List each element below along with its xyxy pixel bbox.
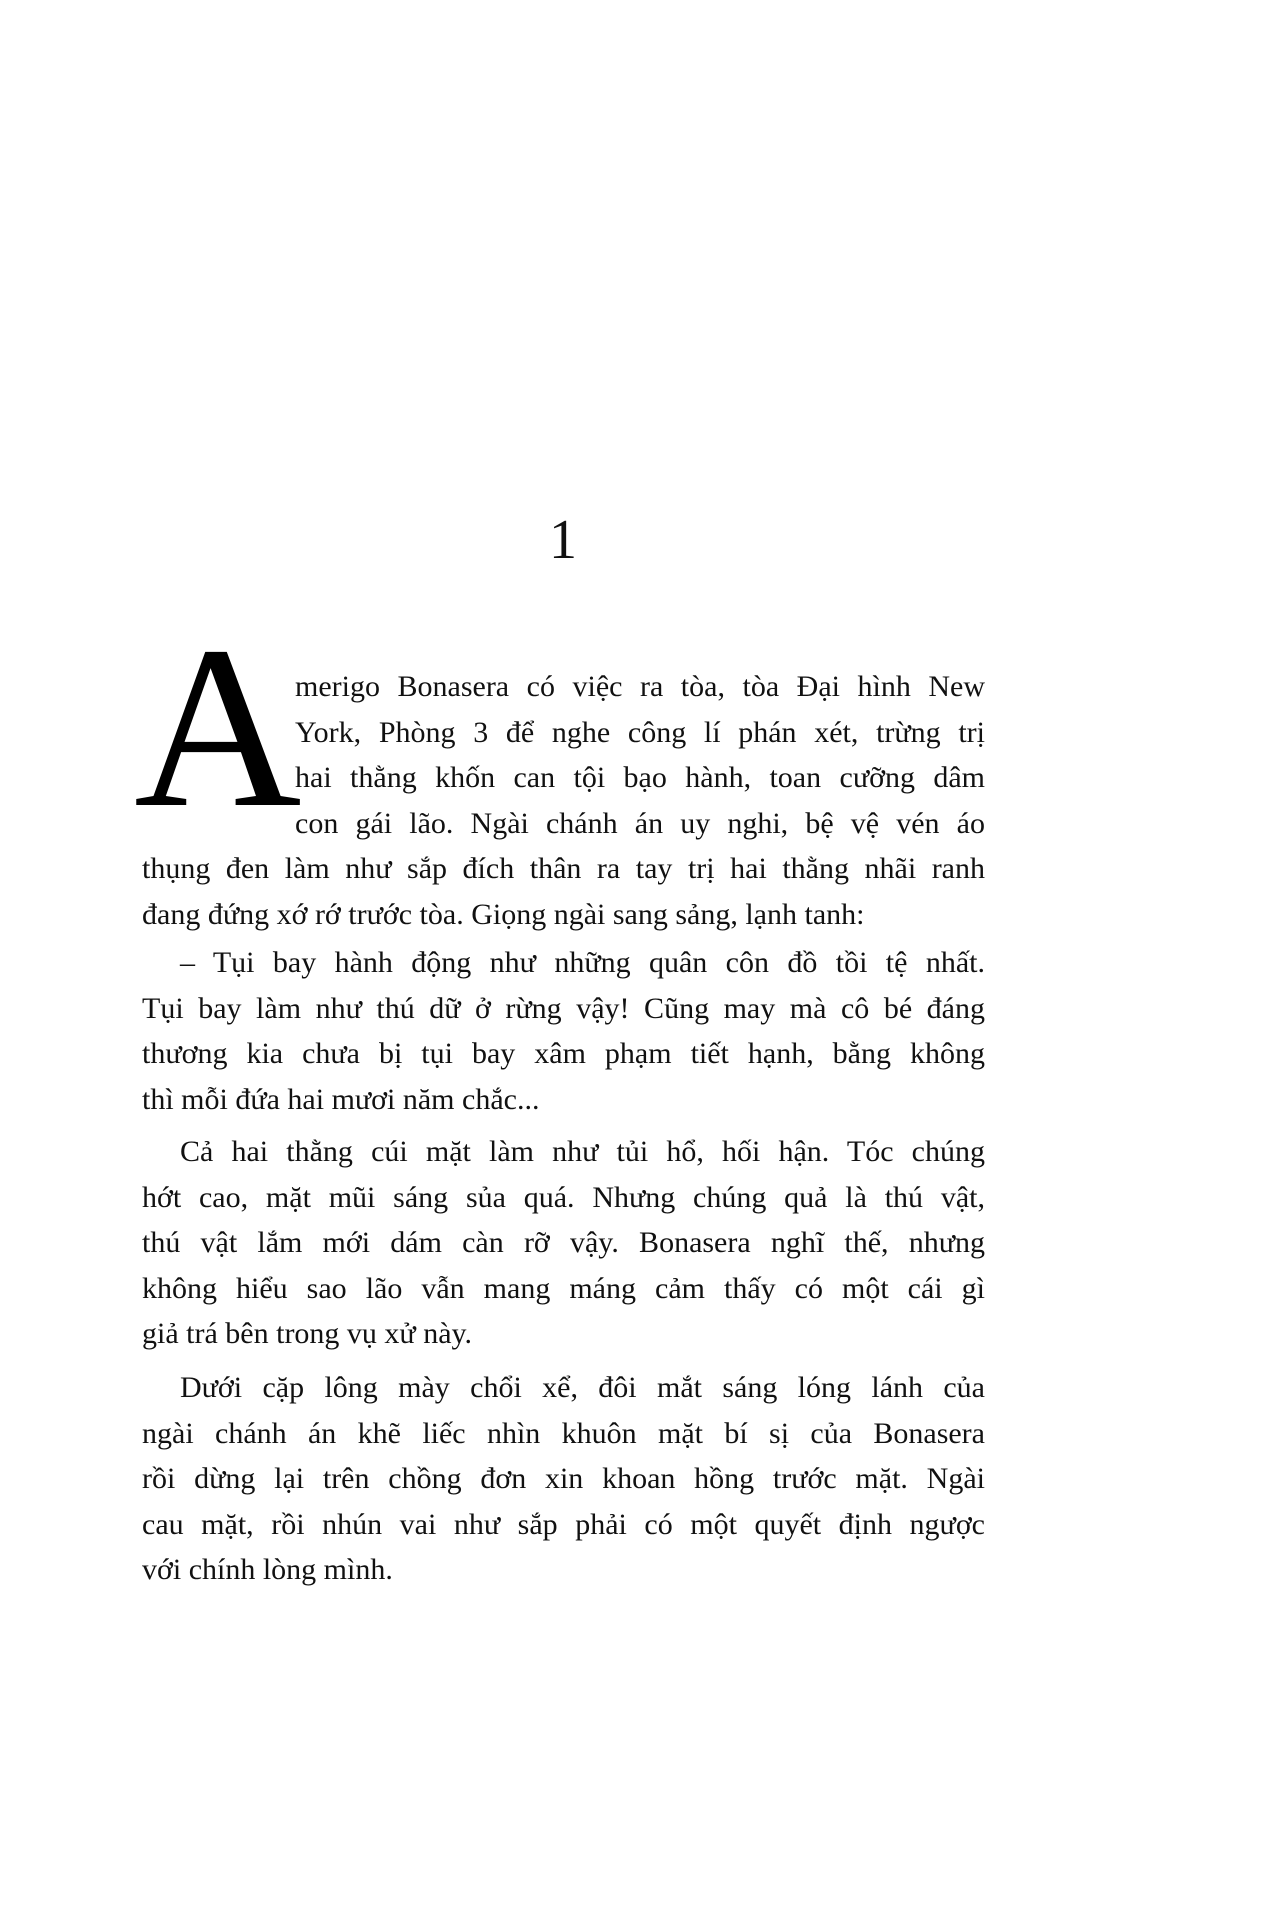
text-line: – Tụi bay hành động như những quân côn đồ tồi tệ nhất. xyxy=(180,946,985,979)
text-line: thương kia chưa bị tụi bay xâm phạm tiết hạnh, bằng không xyxy=(142,1037,985,1070)
text-line: Tụi bay làm như thú dữ ở rừng vậy! Cũng may mà cô bé đáng xyxy=(142,991,985,1025)
text-line: với chính lòng mình. xyxy=(142,1553,393,1586)
text-line: thú vật lắm mới dám càn rỡ vậy. Bonasera nghĩ thế, nhưng xyxy=(142,1226,985,1259)
paragraph-1 xyxy=(142,664,985,937)
text-line: đang đứng xớ rớ trước tòa. Giọng ngài sang sảng, lạnh tanh: xyxy=(142,897,865,931)
text-line: merigo Bonasera có việc ra tòa, tòa Đại hình New xyxy=(295,670,985,703)
paragraph-4 xyxy=(142,1365,985,1593)
text-line: thì mỗi đứa hai mươi năm chắc... xyxy=(142,1082,540,1116)
text-line: York, Phòng 3 để nghe công lí phán xét, trừng trị xyxy=(295,715,985,749)
chapter-number: 1 xyxy=(549,509,577,571)
text-line: Dưới cặp lông mày chổi xể, đôi mắt sáng lóng lánh của xyxy=(180,1371,985,1404)
paragraph-2 xyxy=(142,940,985,1122)
paragraph-3 xyxy=(142,1129,985,1357)
text-line: hai thằng khốn can tội bạo hành, toan cưỡng dâm xyxy=(295,761,985,794)
text-line: thụng đen làm như sắp đích thân ra tay trị hai thằng nhãi ranh xyxy=(142,852,985,885)
text-line: không hiểu sao lão vẫn mang máng cảm thấy có một cái gì xyxy=(142,1271,985,1305)
text-line: cau mặt, rồi nhún vai như sắp phải có một quyết định ngược xyxy=(142,1507,985,1541)
text-line: rồi dừng lại trên chồng đơn xin khoan hồng trước mặt. Ngài xyxy=(142,1462,985,1495)
drop-cap-letter: A xyxy=(134,599,302,856)
text-line: Cả hai thằng cúi mặt làm như tủi hổ, hối hận. Tóc chúng xyxy=(180,1135,985,1168)
text-line: con gái lão. Ngài chánh án uy nghi, bệ vệ vén áo xyxy=(295,806,985,840)
text-line: giả trá bên trong vụ xử này. xyxy=(142,1317,473,1350)
text-line: ngài chánh án khẽ liếc nhìn khuôn mặt bí sị của Bonasera xyxy=(142,1416,985,1450)
text-line: hớt cao, mặt mũi sáng sủa quá. Nhưng chúng quả là thú vật, xyxy=(142,1180,985,1214)
